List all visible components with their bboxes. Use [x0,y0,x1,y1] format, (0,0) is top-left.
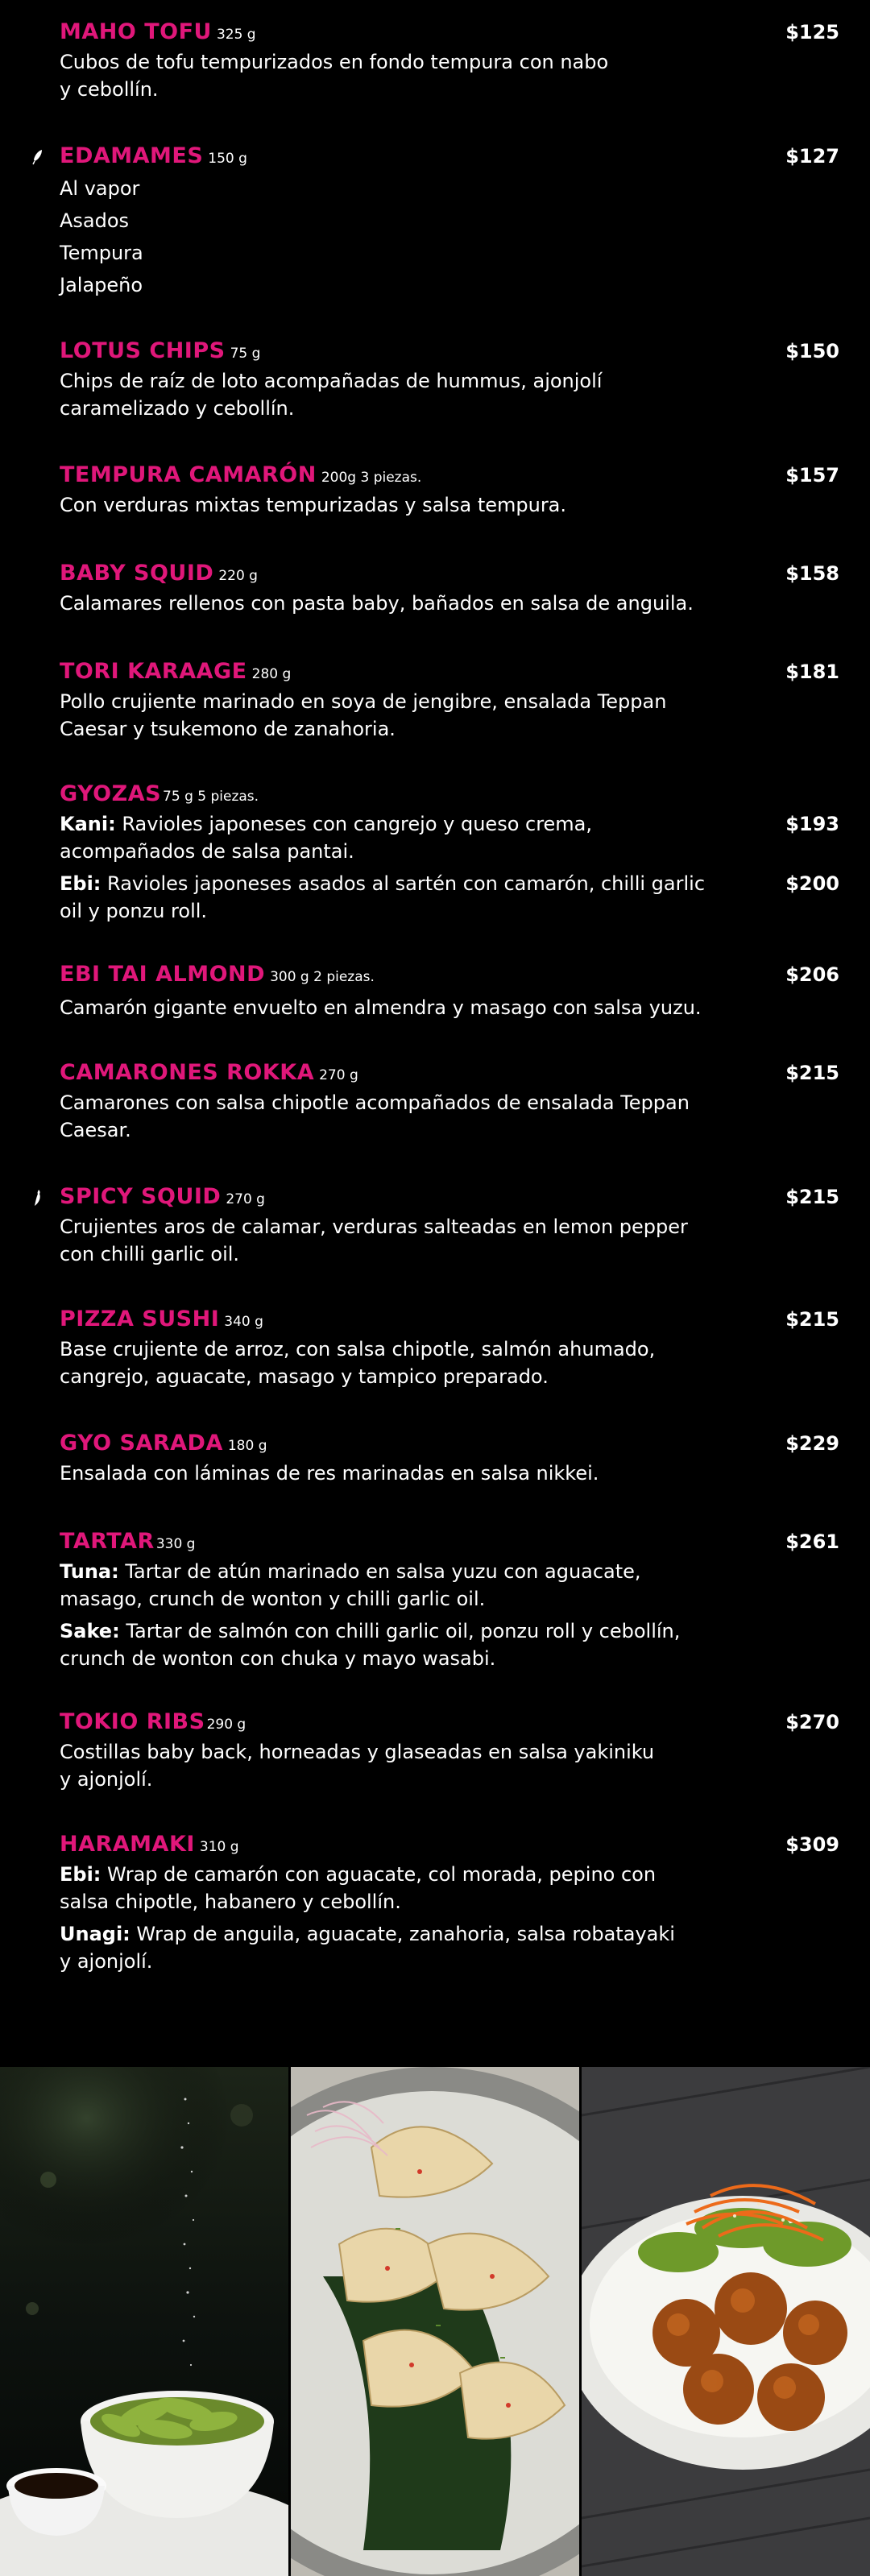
item-price: $309 [785,1833,839,1856]
menu-item [60,778,854,925]
description-line: y ajonjolí. [60,1950,153,1973]
description-line: Camarones con salsa chipotle acompañados de ensalada Teppan [60,1091,690,1114]
item-price: $158 [785,562,839,585]
item-name: EDAMAMES [60,143,204,168]
item-variant [60,1920,854,1975]
item-options [60,172,854,301]
item-price: $261 [785,1530,839,1553]
item-name: TORI KARAAGE [60,659,247,684]
description-line: oil y ponzu roll. [60,900,208,922]
variant-label: Ebi: [60,872,102,895]
description-line: acompañados de salsa pantai. [60,840,354,863]
description-line: Wrap de anguila, aguacate, zanahoria, salsa robatayaki [136,1923,675,1945]
menu-item [60,557,854,617]
variant-label: Ebi: [60,1863,102,1886]
item-variant [60,1617,854,1672]
item-price: $150 [785,340,839,362]
description-line: Base crujiente de arroz, con salsa chipotle, salmón ahumado, [60,1338,656,1360]
variant-description [60,810,744,865]
menu-item [60,959,854,1021]
description-line: Cubos de tofu tempurizados en fondo tempura con nabo [60,51,609,73]
description-line: Ravioles japoneses asados al sartén con camarón, chilli garlic [107,872,706,895]
option-item: Asados [60,209,130,232]
item-weight: 75 g [230,346,261,362]
item-price: $229 [785,1432,839,1455]
item-description [60,1336,744,1390]
option-item: Jalapeño [60,274,143,296]
item-name: MAHO TOFU [60,19,212,44]
edamame-bowl-photo [0,2067,288,2576]
variant-description [60,1558,744,1613]
item-name: BABY SQUID [60,561,214,586]
description-line: Crujientes aros de calamar, verduras salteadas en lemon pepper [60,1216,688,1238]
item-weight: 330 g [155,1536,196,1552]
item-variant [60,1861,854,1915]
item-description [60,994,744,1021]
item-name: TEMPURA CAMARÓN [60,462,317,487]
item-name: GYOZAS [60,781,162,806]
menu-item [60,1057,854,1144]
menu-item [60,1427,854,1487]
description-line: Calamares rellenos con pasta baby, bañados en salsa de anguila. [60,592,694,615]
description-line: Costillas baby back, horneadas y glaseadas en salsa yakiniku [60,1741,655,1763]
item-weight: 200g 3 piezas. [321,470,422,486]
variant-label: Tuna: [60,1560,119,1583]
gyoza-plate-photo [291,2067,579,2576]
item-name: LOTUS CHIPS [60,338,226,363]
variant-price: $200 [785,872,839,895]
description-line: salsa chipotle, habanero y cebollín. [60,1891,401,1913]
variant-description [60,1920,744,1975]
item-description [60,48,744,103]
item-description [60,1213,744,1268]
item-price: $215 [785,1186,839,1208]
item-name: CAMARONES ROKKA [60,1060,315,1085]
menu-item [60,16,854,103]
description-line: Camarón gigante envuelto en almendra y masago con salsa yuzu. [60,996,702,1019]
description-line: con chilli garlic oil. [60,1243,240,1265]
menu-item [60,335,854,422]
chili-icon [32,1189,44,1207]
item-description [60,590,744,617]
item-description [60,367,744,422]
variant-label: Unagi: [60,1923,130,1945]
description-line: masago, crunch de wonton y chilli garlic oil. [60,1588,486,1610]
item-weight: 280 g [251,666,292,682]
variant-description [60,870,760,925]
item-price: $181 [785,661,839,683]
variant-description [60,1617,744,1672]
karaage-salad-photo [582,2067,870,2576]
item-weight: 270 g [319,1067,358,1083]
option-item: Al vapor [60,177,140,200]
item-weight: 180 g [227,1438,267,1454]
menu-item [60,1181,854,1268]
menu-item [60,1303,854,1390]
item-weight: 75 g 5 piezas. [163,789,259,805]
description-line: caramelizado y cebollín. [60,397,295,420]
item-name: PIZZA SUSHI [60,1307,220,1331]
item-name: TOKIO RIBS [60,1709,205,1734]
menu-item [60,140,854,301]
variant-label: Kani: [60,813,116,835]
item-weight: 150 g [208,151,247,167]
description-line: cangrejo, aguacate, masago y tampico preparado. [60,1365,549,1388]
variant-description [60,1861,744,1915]
description-line: y ajonjolí. [60,1768,153,1791]
item-name: HARAMAKI [60,1832,195,1857]
item-weight: 290 g [206,1717,246,1733]
item-price: $215 [785,1062,839,1084]
item-price: $215 [785,1308,839,1331]
item-variant [60,870,854,925]
item-price: $157 [785,464,839,487]
description-line: Ravioles japoneses con cangrejo y queso crema, [122,813,593,835]
item-description [60,1089,744,1144]
option-item: Tempura [60,242,143,264]
description-line: Tartar de atún marinado en salsa yuzu con aguacate, [125,1560,641,1583]
item-variant [60,810,854,865]
leaf-icon [32,148,44,166]
item-name: SPICY SQUID [60,1184,222,1209]
item-variant [60,1558,854,1613]
variant-label: Sake: [60,1620,120,1642]
item-price: $270 [785,1711,839,1733]
item-weight: 340 g [224,1314,263,1330]
menu-item [60,1706,854,1793]
photo-strip [0,2067,870,2576]
item-name: EBI TAI ALMOND [60,962,266,987]
item-price: $125 [785,21,839,43]
description-line: Caesar y tsukemono de zanahoria. [60,718,396,740]
item-name: GYO SARADA [60,1431,223,1456]
menu-item [60,1828,854,1975]
description-line: y cebollín. [60,78,159,101]
description-line: Caesar. [60,1119,131,1141]
menu-item [60,459,854,519]
item-weight: 270 g [226,1191,265,1207]
item-weight: 325 g [216,27,256,43]
description-line: Tartar de salmón con chilli garlic oil, ponzu roll y cebollín, [126,1620,681,1642]
description-line: Pollo crujiente marinado en soya de jengibre, ensalada Teppan [60,690,667,713]
item-name: TARTAR [60,1529,155,1554]
description-line: Wrap de camarón con aguacate, col morada, pepino con [107,1863,657,1886]
description-line: crunch de wonton con chuka y mayo wasabi. [60,1647,496,1670]
item-description [60,1460,744,1487]
item-weight: 220 g [218,568,258,584]
item-description [60,491,744,519]
menu-item [60,1526,854,1672]
item-description [60,1738,744,1793]
item-weight: 300 g 2 piezas. [270,969,375,985]
menu-item [60,656,854,743]
item-description [60,688,744,743]
item-price: $206 [785,963,839,986]
item-price: $127 [785,145,839,168]
variant-price: $193 [785,813,839,835]
description-line: Ensalada con láminas de res marinadas en salsa nikkei. [60,1462,599,1485]
description-line: Con verduras mixtas tempurizadas y salsa tempura. [60,494,567,516]
item-weight: 310 g [199,1839,239,1855]
description-line: Chips de raíz de loto acompañadas de hummus, ajonjolí [60,370,603,392]
